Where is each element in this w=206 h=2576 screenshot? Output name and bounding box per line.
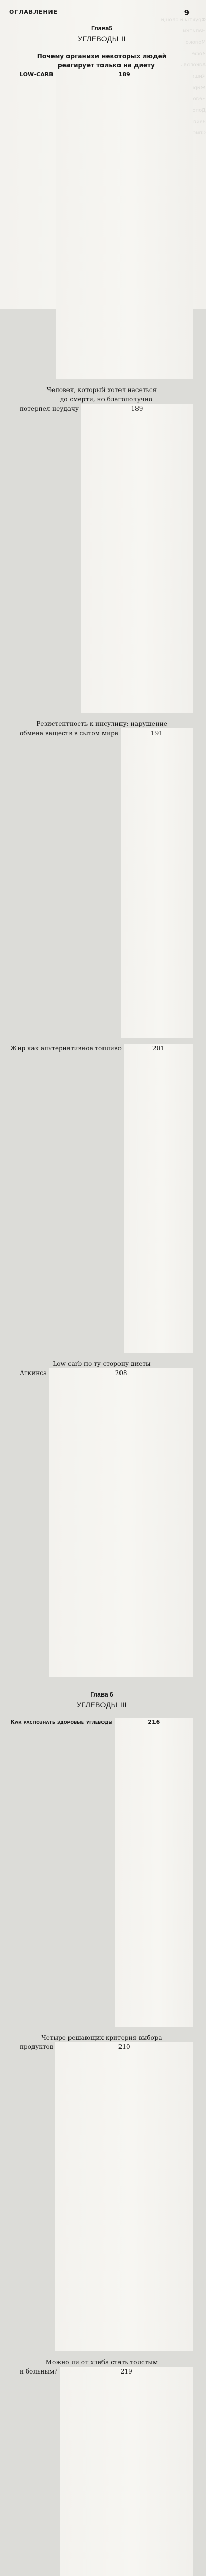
toc-entry-line: до смерти, но благополучно	[60, 396, 153, 403]
toc-page-number: 189	[56, 70, 193, 379]
toc-page-number: 219	[60, 2367, 193, 2576]
toc-entry-text: потерпел неудачу	[20, 405, 79, 412]
toc-page-number: 201	[124, 1044, 193, 1353]
toc-entry-text: обмена веществ в сытом мире	[20, 730, 118, 737]
chapter-label: Глава 6	[90, 1691, 113, 1698]
toc-entry-text: LOW-CARB	[20, 71, 54, 78]
running-head: ОГЛАВЛЕНИЕ	[9, 9, 58, 15]
page-header	[9, 8, 190, 21]
page-number: 9	[184, 8, 190, 18]
chapter-title: УГЛЕВОДЫ II	[78, 35, 126, 43]
toc-entry	[10, 1359, 193, 1677]
toc-entry	[10, 2358, 193, 2576]
chapter-title: УГЛЕВОДЫ III	[76, 1701, 127, 1709]
chapter-5	[10, 24, 193, 1677]
toc-entry-line: Резистентность к инсулину: нарушение	[36, 720, 167, 727]
toc-page-number: 210	[55, 2042, 193, 2351]
toc-entry-text: Жир как альтернативное топливо	[10, 1045, 122, 1052]
toc-entry-line: Четыре решающих критерия выбора	[41, 2034, 162, 2041]
toc-entry-line: Почему организм некоторых людей	[37, 53, 167, 60]
toc-entry	[10, 719, 193, 1038]
toc-page-number: 208	[49, 1368, 193, 1677]
table-of-contents	[10, 21, 193, 2576]
toc-page-number: 189	[81, 404, 193, 713]
toc-page-number: 216	[115, 1718, 193, 2027]
toc-page-number: 191	[121, 728, 193, 1038]
chapter-label: Глава5	[91, 25, 113, 32]
toc-entry	[10, 52, 193, 379]
toc-entry	[10, 2033, 193, 2351]
toc-entry	[10, 1044, 193, 1353]
toc-entry-text: продуктов	[20, 2043, 54, 2050]
toc-entry-text: Как распознать здоровые углеводы	[10, 1719, 113, 1725]
toc-entry-line: Можно ли от хлеба стать толстым	[45, 2359, 158, 2366]
toc-entry	[10, 1718, 193, 2027]
toc-entry-text: и больным?	[20, 2368, 58, 2375]
toc-entry-line: реагирует только на диету	[58, 62, 155, 69]
toc-entry-line: Человек, который хотел насеться	[46, 386, 157, 394]
chapter-6	[10, 1690, 193, 2576]
toc-entry	[10, 385, 193, 713]
toc-entry-text: Аткинса	[20, 1369, 47, 1377]
bleed-through-text: Фрукты и овощи Напитки Молоко Кофе Алкоголь Жиры Белок Список	[161, 17, 206, 136]
toc-entry-line: Low-carb по ту сторону диеты	[53, 1360, 151, 1367]
